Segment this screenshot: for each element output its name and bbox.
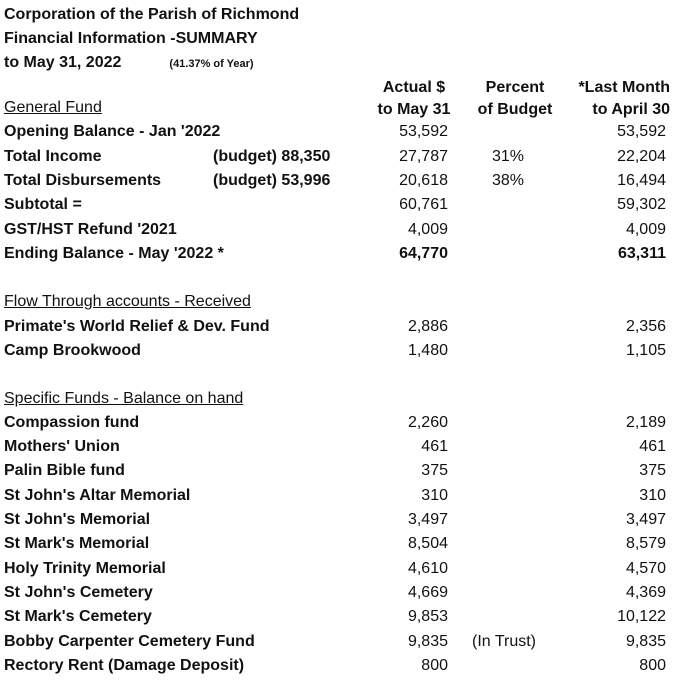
section-flow-through [0, 293, 678, 317]
section-title: Flow Through accounts - Received [4, 293, 251, 310]
col-header-percent-line1: Percent [485, 79, 545, 96]
row-st-johns-cemetery [0, 584, 678, 608]
budget-value: (budget) 53,996 [213, 172, 331, 189]
row-label: Total Income [4, 148, 102, 165]
last-month-value: 310 [639, 487, 666, 504]
percent-value: 31% [492, 148, 525, 165]
last-month-value: 22,204 [617, 148, 666, 165]
last-month-value: 53,592 [617, 123, 666, 140]
last-month-value: 3,497 [625, 511, 666, 528]
last-month-value: 16,494 [617, 172, 666, 189]
row-subtotal [0, 196, 678, 220]
row-label: St John's Cemetery [4, 584, 153, 601]
last-month-value: 375 [639, 462, 666, 479]
actual-value: 27,787 [399, 148, 448, 165]
last-month-value: 59,302 [617, 196, 666, 213]
percent-of-year: (41.37% of Year) [169, 58, 254, 70]
row-gst-refund [0, 221, 678, 245]
row-label: Camp Brookwood [4, 342, 141, 359]
actual-value: 1,480 [407, 342, 448, 359]
actual-value: 461 [421, 438, 448, 455]
last-month-value: 1,105 [625, 342, 666, 359]
title-line-1: Corporation of the Parish of Richmond [4, 6, 300, 23]
row-label: St John's Altar Memorial [4, 487, 191, 504]
row-holy-trinity-memorial [0, 560, 678, 584]
col-header-last-line1: *Last Month [578, 79, 670, 96]
budget-value: (budget) 88,350 [213, 148, 331, 165]
col-header-last-line2: to April 30 [592, 101, 670, 118]
actual-value: 800 [421, 657, 448, 674]
in-trust-note: (In Trust) [472, 633, 537, 650]
section-title: Specific Funds - Balance on hand [4, 390, 244, 407]
last-month-value: 2,189 [625, 414, 666, 431]
actual-value: 20,618 [399, 172, 448, 189]
row-st-johns-memorial [0, 511, 678, 535]
actual-value: 4,669 [407, 584, 448, 601]
actual-value: 310 [421, 487, 448, 504]
row-ending-balance [0, 245, 678, 269]
section-general-fund [0, 99, 678, 123]
last-month-value: 800 [639, 657, 666, 674]
row-label: Primate's World Relief & Dev. Fund [4, 318, 270, 335]
last-month-value: 8,579 [625, 535, 666, 552]
last-month-value: 2,356 [625, 318, 666, 335]
row-label: Holy Trinity Memorial [4, 560, 166, 577]
actual-value: 64,770 [399, 245, 448, 262]
row-st-marks-cemetery [0, 608, 678, 632]
row-label: Palin Bible fund [4, 462, 125, 479]
actual-value: 53,592 [399, 123, 448, 140]
actual-value: 3,497 [407, 511, 448, 528]
actual-value: 8,504 [407, 535, 448, 552]
row-palin-bible-fund [0, 462, 678, 486]
row-label: Rectory Rent (Damage Deposit) [4, 657, 245, 674]
actual-value: 2,886 [407, 318, 448, 335]
row-label: Compassion fund [4, 414, 140, 431]
title-line-2: Financial Information -SUMMARY [4, 30, 258, 47]
col-header-actual-line2: to May 31 [377, 101, 451, 118]
actual-value: 9,853 [407, 608, 448, 625]
row-label: GST/HST Refund '2021 [4, 221, 177, 238]
row-mothers-union [0, 438, 678, 462]
row-label: St John's Memorial [4, 511, 151, 528]
row-st-marks-memorial [0, 535, 678, 559]
row-label: Ending Balance - May '2022 * [4, 245, 224, 262]
row-label: Opening Balance - Jan '2022 [4, 123, 221, 140]
section-specific-funds [0, 390, 678, 414]
row-rectory-rent [0, 657, 678, 681]
row-compassion-fund [0, 414, 678, 438]
last-month-value: 4,369 [625, 584, 666, 601]
col-header-percent-line2: of Budget [477, 101, 553, 118]
row-camp-brookwood [0, 342, 678, 366]
row-bobby-carpenter-cemetery-fund [0, 633, 678, 657]
last-month-value: 9,835 [625, 633, 666, 650]
actual-value: 60,761 [399, 196, 448, 213]
row-label: St Mark's Cemetery [4, 608, 152, 625]
actual-value: 375 [421, 462, 448, 479]
last-month-value: 461 [639, 438, 666, 455]
row-total-income [0, 148, 678, 172]
row-label: Subtotal = [4, 196, 82, 213]
row-total-disbursements [0, 172, 678, 196]
row-opening-balance [0, 123, 678, 147]
row-label: St Mark's Memorial [4, 535, 150, 552]
last-month-value: 4,009 [625, 221, 666, 238]
col-header-actual-line1: Actual $ [382, 79, 446, 96]
last-month-value: 63,311 [617, 245, 666, 262]
actual-value: 4,610 [407, 560, 448, 577]
row-label: Total Disbursements [4, 172, 162, 189]
report-date: to May 31, 2022 [4, 54, 122, 71]
last-month-value: 10,122 [617, 608, 666, 625]
actual-value: 2,260 [407, 414, 448, 431]
title-line-3 [4, 54, 254, 72]
row-pwrdf [0, 318, 678, 342]
actual-value: 4,009 [407, 221, 448, 238]
row-label: Mothers' Union [4, 438, 120, 455]
section-title: General Fund [4, 99, 102, 116]
percent-value: 38% [492, 172, 525, 189]
row-st-johns-altar-memorial [0, 487, 678, 511]
actual-value: 9,835 [407, 633, 448, 650]
row-label: Bobby Carpenter Cemetery Fund [4, 633, 255, 650]
last-month-value: 4,570 [625, 560, 666, 577]
